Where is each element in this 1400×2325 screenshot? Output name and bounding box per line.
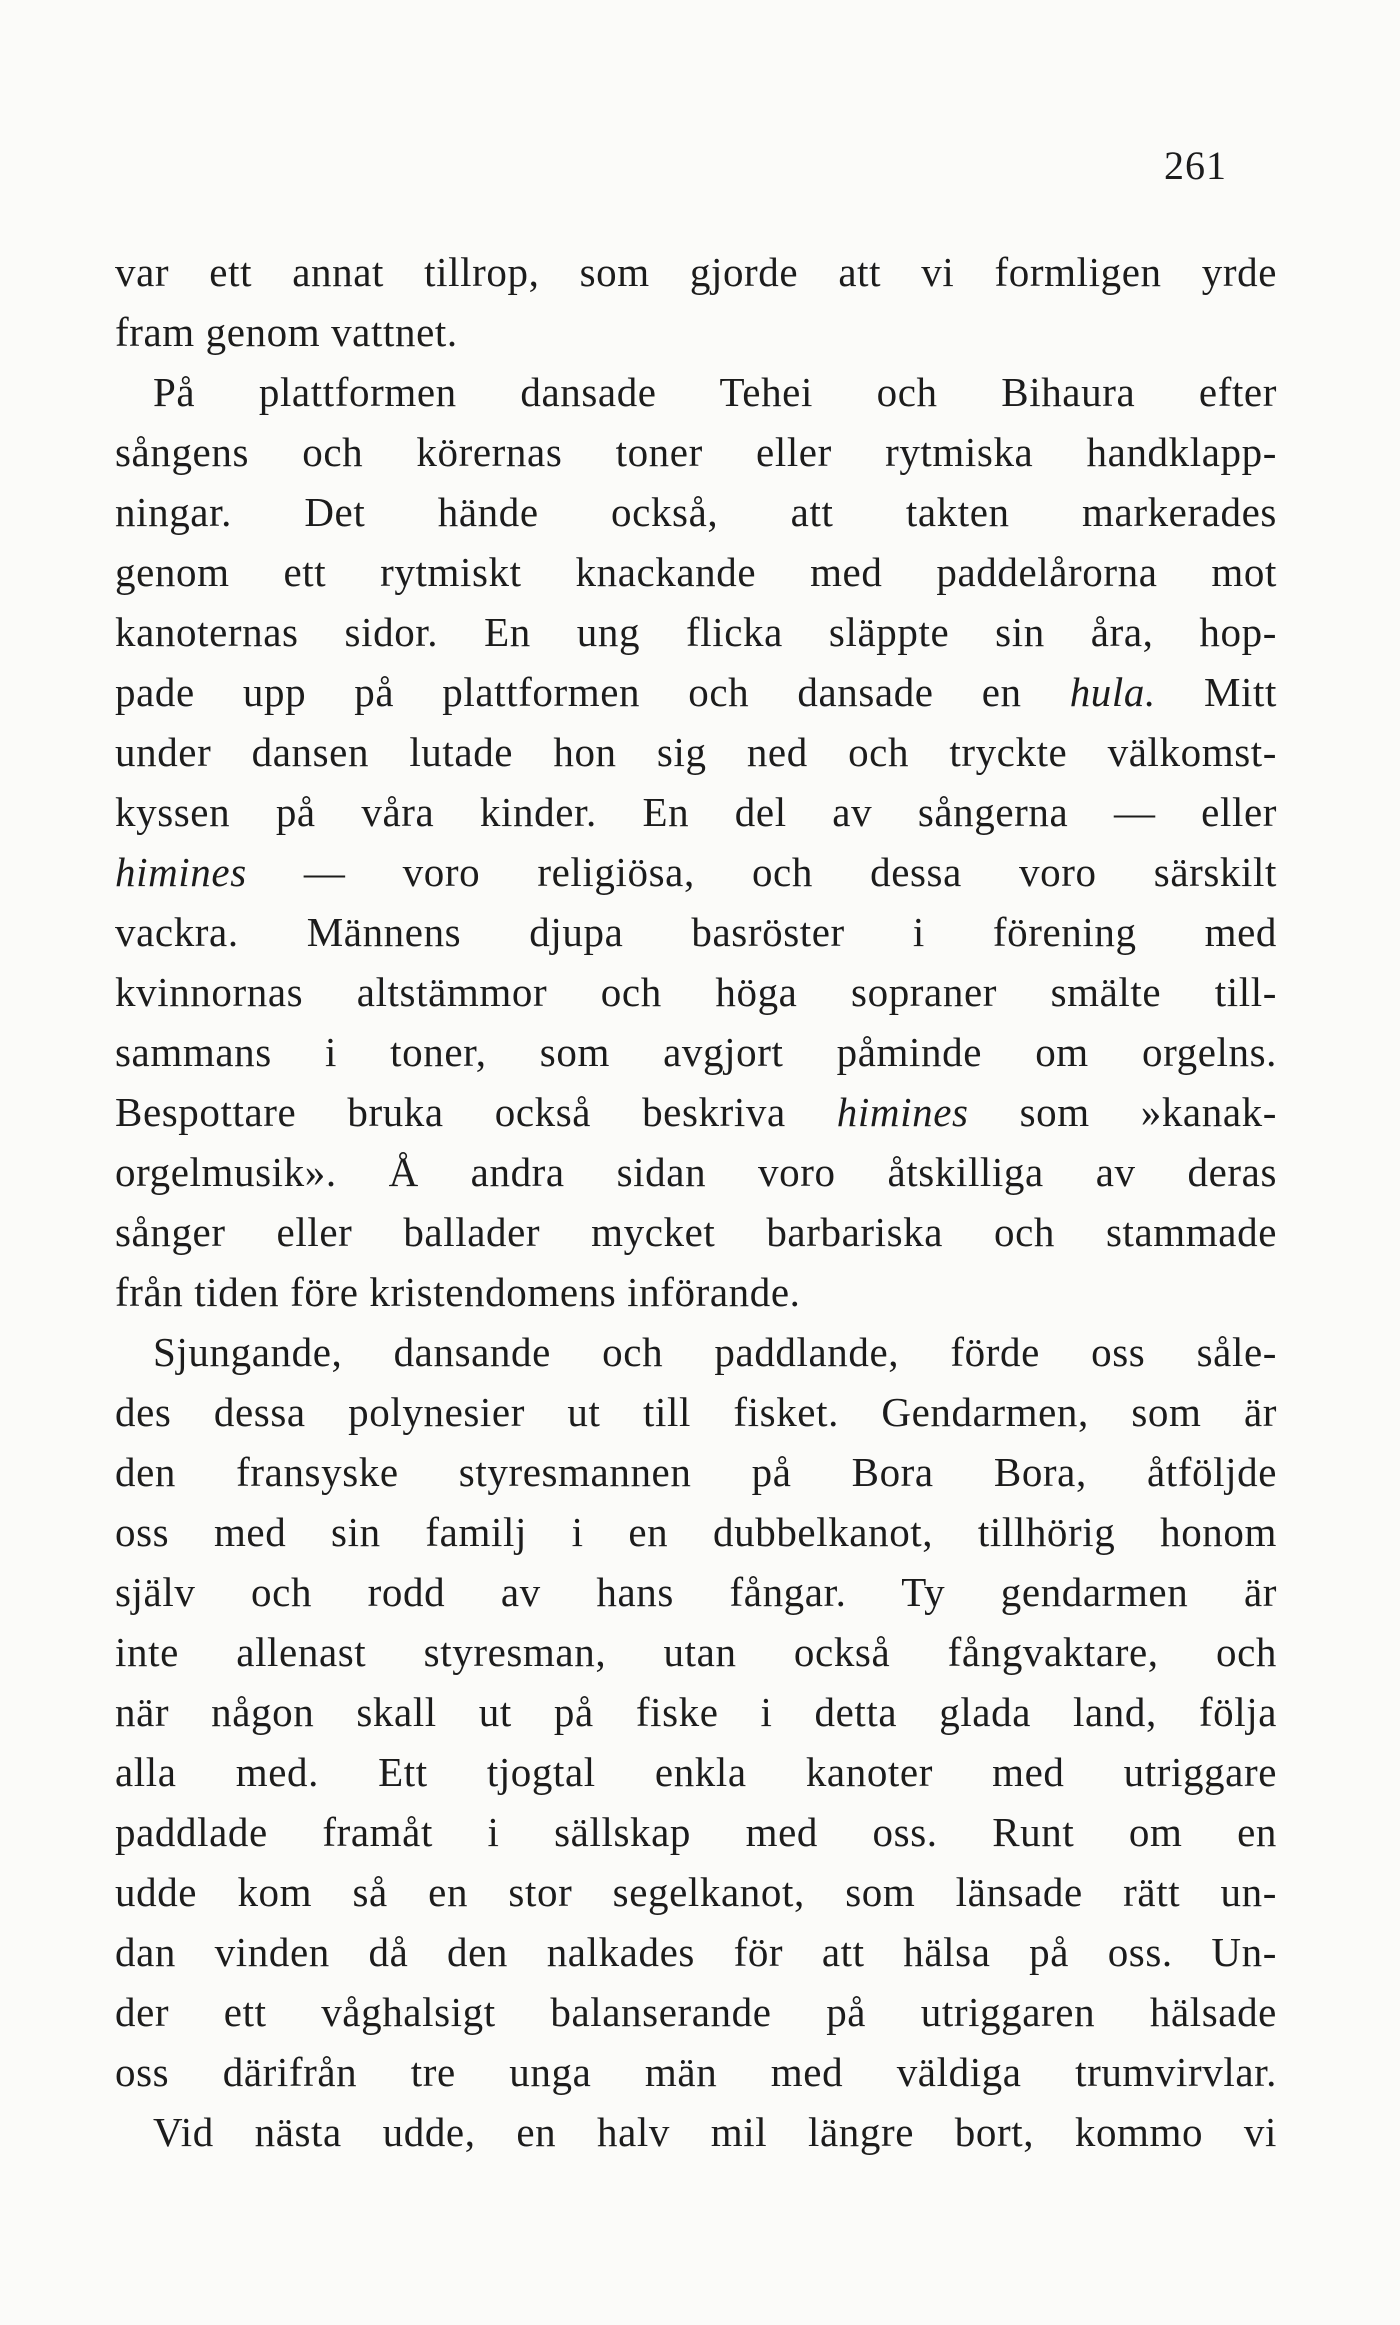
text-line: kyssen på våra kinder. En del av sångerna — eller — [115, 789, 1277, 835]
text-line: själv och rodd av hans fångar. Ty gendarmen är — [115, 1569, 1277, 1615]
text-line: På plattformen dansade Tehei och Bihaura efter — [153, 369, 1277, 415]
text-line: kvinnornas altstämmor och höga sopraner smälte till- — [115, 969, 1277, 1015]
text-line: der ett våghalsigt balanserande på utriggaren hälsade — [115, 1989, 1277, 2035]
text-line — [115, 842, 1277, 902]
text-run: som »kanak- — [968, 1089, 1277, 1135]
text-line: udde kom så en stor segelkanot, som länsade rätt un- — [115, 1869, 1277, 1915]
text-line: Vid nästa udde, en halv mil längre bort, kommo vi — [153, 2109, 1277, 2155]
text-line: vackra. Männens djupa basröster i förening med — [115, 909, 1277, 955]
text-line: under dansen lutade hon sig ned och tryckte välkomst- — [115, 729, 1277, 775]
text-line — [115, 1082, 1277, 1142]
text-line: inte allenast styresman, utan också fångvaktare, och — [115, 1629, 1277, 1675]
text-run: pade upp på plattformen och dansade en — [115, 669, 1070, 715]
text-line: des dessa polynesier ut till fisket. Gendarmen, som är — [115, 1389, 1277, 1435]
text-run: — voro religiösa, och dessa voro särskilt — [246, 849, 1277, 895]
text-line: fram genom vattnet. — [115, 309, 458, 355]
text-line: sammans i toner, som avgjort påminde om orgelns. — [115, 1029, 1277, 1075]
text-line: sångens och körernas toner eller rytmiska handklapp- — [115, 429, 1277, 475]
text-line: den fransyske styresmannen på Bora Bora, åtföljde — [115, 1449, 1277, 1495]
text-line: när någon skall ut på fiske i detta glada land, följa — [115, 1689, 1277, 1735]
italic-term: himines — [836, 1089, 969, 1135]
italic-term: himines — [115, 849, 247, 895]
text-line: ningar. Det hände också, att takten markerades — [115, 489, 1277, 535]
text-line: oss därifrån tre unga män med väldiga trumvirvlar. — [115, 2049, 1277, 2095]
text-line: orgelmusik». Å andra sidan voro åtskilliga av deras — [115, 1149, 1277, 1195]
italic-term: hula. — [1069, 669, 1156, 715]
text-line — [115, 662, 1277, 722]
text-line: sånger eller ballader mycket barbariska och stammade — [115, 1209, 1277, 1255]
text-run: Bespottare bruka också beskriva — [115, 1089, 837, 1135]
text-line: dan vinden då den nalkades för att hälsa på oss. Un- — [115, 1929, 1277, 1975]
body-text — [115, 242, 1277, 2162]
text-line: från tiden före kristendomens införande. — [115, 1269, 801, 1315]
text-line: alla med. Ett tjogtal enkla kanoter med utriggare — [115, 1749, 1277, 1795]
text-line: Sjungande, dansande och paddlande, förde oss såle- — [153, 1329, 1277, 1375]
text-line: kanoternas sidor. En ung flicka släppte sin åra, hop- — [115, 609, 1277, 655]
text-line: var ett annat tillrop, som gjorde att vi formligen yrde — [115, 249, 1277, 295]
text-run: Mitt — [1155, 669, 1277, 715]
text-line: genom ett rytmiskt knackande med paddelårorna mot — [115, 549, 1277, 595]
text-line: oss med sin familj i en dubbelkanot, tillhörig honom — [115, 1509, 1277, 1555]
text-line: paddlade framåt i sällskap med oss. Runt om en — [115, 1809, 1277, 1855]
page-number: 261 — [1164, 143, 1227, 188]
